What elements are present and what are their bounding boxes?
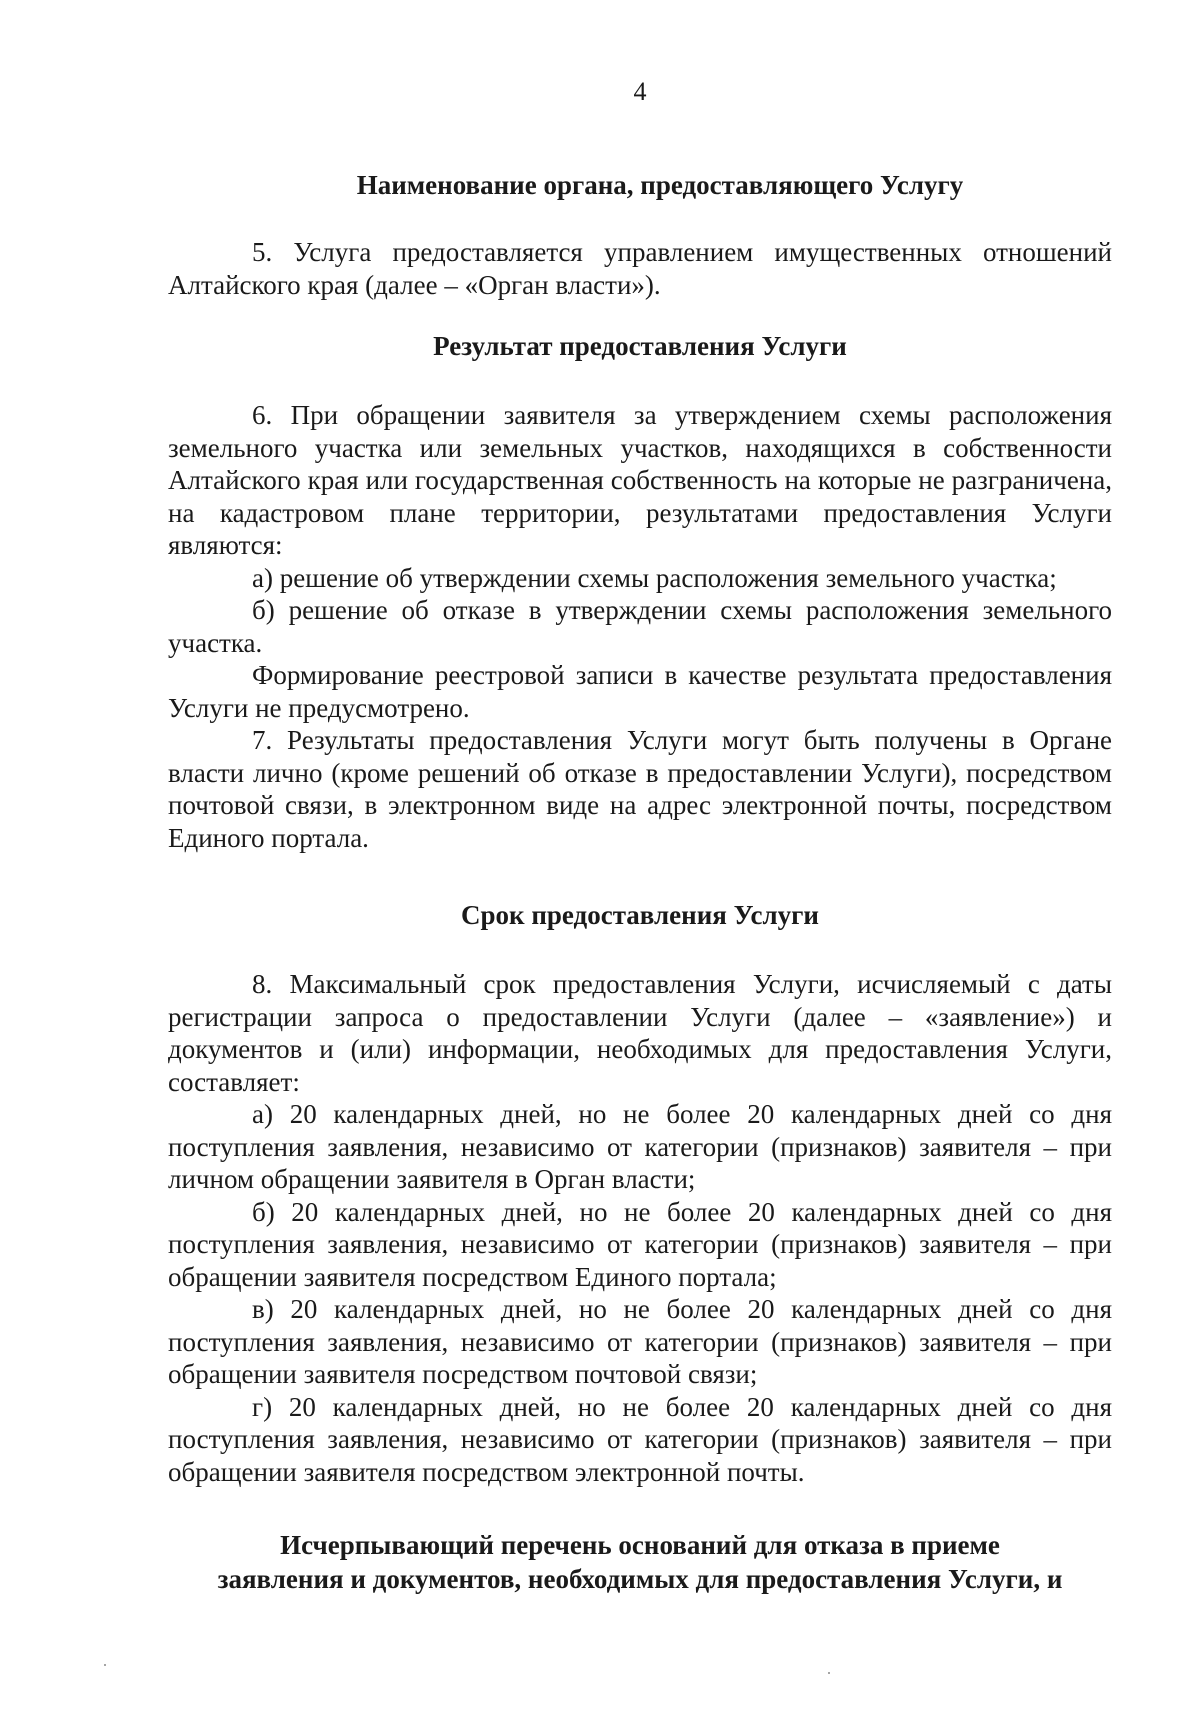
paragraph-6: 6. При обращении заявителя за утверждением схемы расположения земельного участка или земельных участков, находящихся в собственности Алтайского края или государственная собственность на которые не разграничена, на кадастровом плане территории, результатами предоставления Услуги являются: (168, 400, 1112, 560)
section-heading-refusal-line-2: заявления и документов, необходимых для предоставления Услуги, и (217, 1564, 1063, 1594)
paragraph-registry-note: Формирование реестровой записи в качестве результата предоставления Услуги не предусмотрено. (168, 660, 1112, 723)
scan-speck (104, 1664, 106, 1666)
page-number: 4 (633, 77, 647, 106)
paragraph-8b: б) 20 календарных дней, но не более 20 календарных дней со дня поступления заявления, независимо от категории (признаков) заявителя – при обращении заявителя посредством Единого портала; (168, 1196, 1112, 1292)
document-body (168, 168, 1112, 1596)
paragraph-6b: б) решение об отказе в утверждении схемы расположения земельного участка. (168, 595, 1112, 658)
section-heading-authority: Наименование органа, предоставляющего Услугу (356, 170, 964, 200)
paragraph-7: 7. Результаты предоставления Услуги могут быть получены в Органе власти лично (кроме решений об отказе в предоставлении Услуги), посредством почтовой связи, в электронном виде на адрес электронной почты, посредством Единого портала. (168, 725, 1112, 853)
paragraph-5: 5. Услуга предоставляется управлением имущественных отношений Алтайского края (далее – «Орган власти»). (168, 237, 1112, 300)
paragraph-8g: г) 20 календарных дней, но не более 20 календарных дней со дня поступления заявления, независимо от категории (признаков) заявителя – при обращении заявителя посредством электронной почты. (168, 1391, 1112, 1487)
paragraph-8: 8. Максимальный срок предоставления Услуги, исчисляемый с даты регистрации запроса о предоставлении Услуги (далее – «заявление») и документов и (или) информации, необходимых для предоставления Услуги, составляет: (168, 969, 1112, 1097)
paragraph-8v: в) 20 календарных дней, но не более 20 календарных дней со дня поступления заявления, независимо от категории (признаков) заявителя – при обращении заявителя посредством почтовой связи; (168, 1294, 1112, 1389)
section-heading-refusal-line-1: Исчерпывающий перечень оснований для отказа в приеме (280, 1530, 1000, 1560)
scan-speck (828, 1672, 830, 1674)
paragraph-8a: а) 20 календарных дней, но не более 20 календарных дней со дня поступления заявления, независимо от категории (признаков) заявителя – при личном обращении заявителя в Орган власти; (168, 1099, 1112, 1194)
paragraph-6a: а) решение об утверждении схемы расположения земельного участка; (252, 562, 1057, 593)
section-heading-term: Срок предоставления Услуги (461, 900, 819, 930)
section-heading-result: Результат предоставления Услуги (433, 331, 847, 361)
